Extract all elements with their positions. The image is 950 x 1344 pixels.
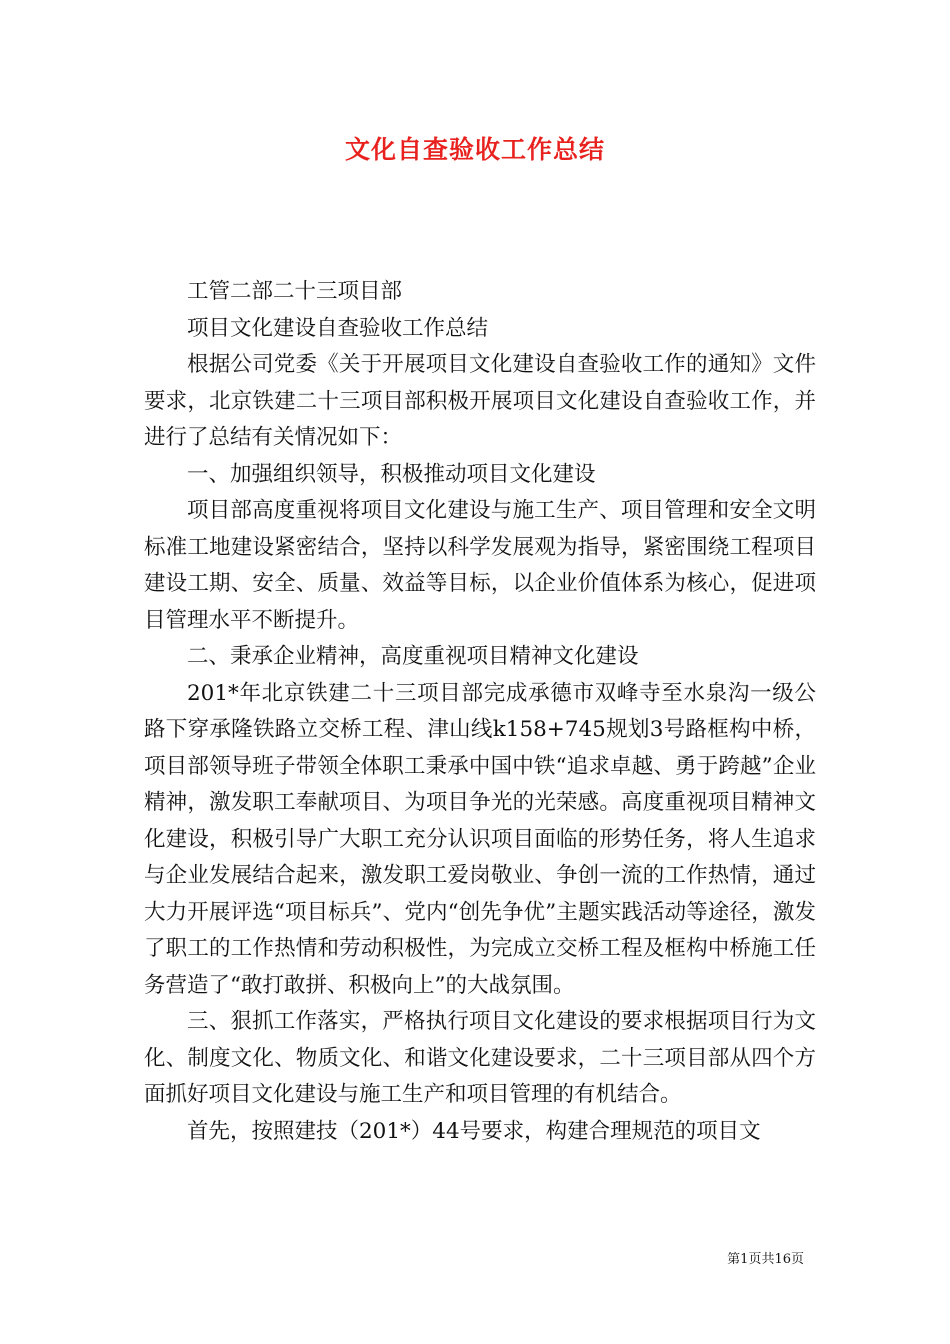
section-heading-2: 二、秉承企业精神，高度重视项目精神文化建设 [187,644,639,669]
paragraph-section-1: 项目部高度重视将项目文化建设与施工生产、项目管理和安全文明标准工地建设紧密结合，坚持以科学发展观为指导，紧密围绕工程项目建设工期、安全、质量、效益等目标，以企业价值体系为核心，促进项目管理水平不断提升。 [144,498,816,633]
page-number-footer: 第1页共16页 [727,1252,804,1267]
paragraph-section-3: 三、狠抓工作落实，严格执行项目文化建设的要求根据项目行为文化、制度文化、物质文化、和谐文化建设要求，二十三项目部从四个方面抓好项目文化建设与施工生产和项目管理的有机结合。 [144,1009,816,1107]
document-title: 文化自查验收工作总结 [344,135,605,164]
paragraph-subtitle: 项目文化建设自查验收工作总结 [187,315,489,341]
paragraph-first-point: 首先，按照建技（201*）44号要求，构建合理规范的项目文 [187,1118,761,1144]
paragraph-intro: 根据公司党委《关于开展项目文化建设自查验收工作的通知》文件要求，北京铁建二十三项目部积极开展项目文化建设自查验收工作，并进行了总结有关情况如下： [144,352,816,450]
section-heading-1: 一、加强组织领导，积极推动项目文化建设 [187,461,596,487]
paragraph-department: 工管二部二十三项目部 [187,279,403,304]
paragraph-section-2: 201*年北京铁建二十三项目部完成承德市双峰寺至水泉沟一级公路下穿承隆铁路立交桥工程、津山线k158+745规划3号路框构中桥，项目部领导班子带领全体职工秉承中国中铁“追求卓越、勇于跨越”企业精神，激发职工奉献项目、为项目争光的光荣感。高度重视项目精神文化建设，积极引导广大职工充分认识项目面临的形势任务，将人生追求与企业发展结合起来，激发职工爱岗敬业、争创一流的工作热情，通过大力开展评选“项目标兵”、党内“创先争优”主题实践活动等途径，激发了职工的工作热情和劳动积极性，为完成立交桥工程及框构中桥施工任务营造了“敢打敢拼、积极向上”的大战氛围。 [144,680,816,998]
document-body [144,274,816,1150]
